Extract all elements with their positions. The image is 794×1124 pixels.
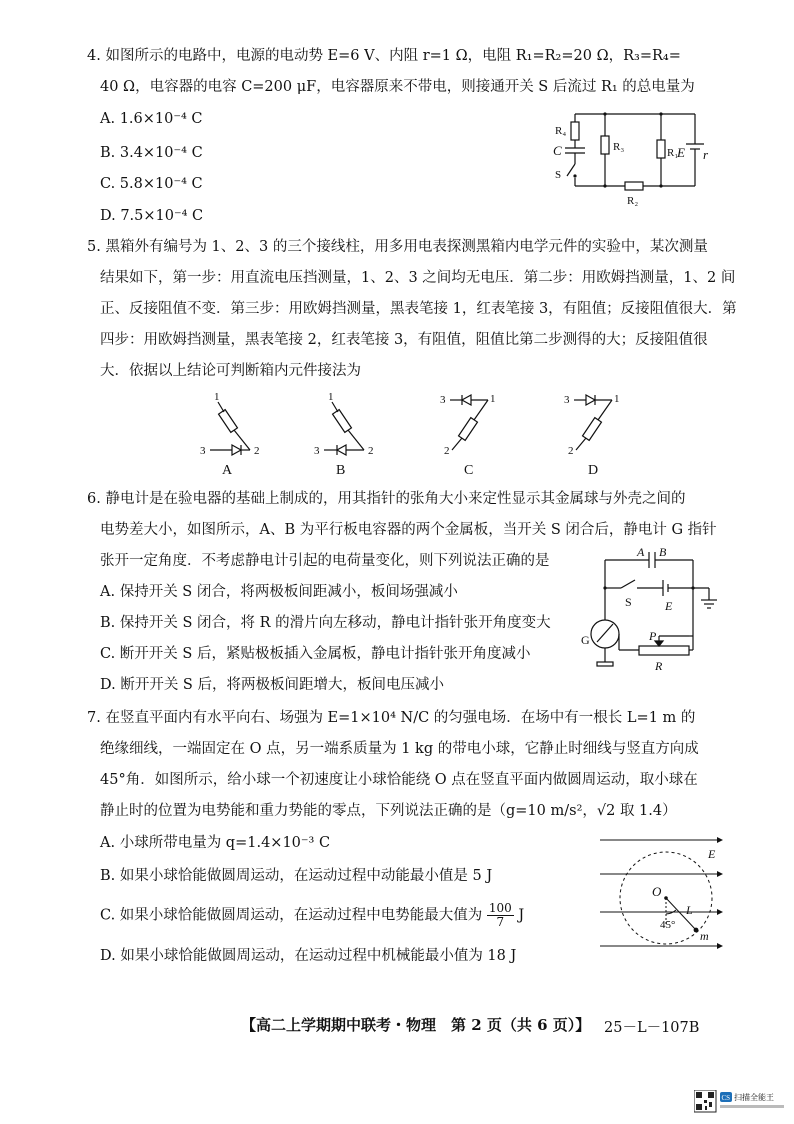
q4-label-r4: R₄ <box>555 125 567 137</box>
q7-label-e: E <box>708 847 716 861</box>
q5-stem-line3: 正、反接阻值不变．第三步：用欧姆挡测量，黑表笔接 1，红表笔接 3，有阻值；反接阻值很大．第 <box>100 301 737 317</box>
q7-stem-line4: 静止时的位置为电势能和重力势能的零点，下列说法正确的是（g=10 m/s²，√2 取 1.4） <box>100 803 677 819</box>
svg-text:3: 3 <box>200 445 206 457</box>
q7-ball <box>694 928 699 933</box>
q5-option-label-b: B <box>336 463 346 478</box>
svg-text:1: 1 <box>490 393 496 405</box>
q7-option-b: B. 如果小球恰能做圆周运动，在运动过程中动能最小值是 5 J <box>100 868 493 884</box>
q5-stem-line2: 结果如下，第一步：用直流电压挡测量，1、2、3 之间均无电压．第二步：用欧姆挡测量，1、2 间 <box>100 270 736 286</box>
q6-option-a: A. 保持开关 S 闭合，将两极板间距减小，板间场强减小 <box>100 584 458 600</box>
q4-switch-s <box>567 164 575 176</box>
q5-option-label-d: D <box>588 463 599 478</box>
q4-circuit-diagram <box>545 104 725 212</box>
q6-label-r: R <box>655 659 663 673</box>
q4-resistor-r3 <box>601 136 609 154</box>
q4-label-e: E <box>677 145 685 160</box>
q4-label-r: r <box>703 147 709 162</box>
q7-stem-line2: 绝缘细线，一端固定在 O 点，另一端系质量为 1 kg 的带电小球，它静止时细线与竖直方向成 <box>100 741 699 757</box>
scanner-logo-icon: CS <box>721 1094 731 1102</box>
q6-label-a: A <box>637 545 645 559</box>
q7-option-c-denominator: 7 <box>496 915 505 929</box>
q6-stem-line2: 电势差大小，如图所示，A、B 为平行板电容器的两个金属板，当开关 S 闭合后，静电计 G 指针 <box>100 522 717 538</box>
q6-stem-line3: 张开一定角度．不考虑静电计引起的电荷量变化，则下列说法正确的是 <box>100 553 550 569</box>
q6-option-c: C. 断开开关 S 后，紧贴极板插入金属板，静电计指针张开角度减小 <box>100 646 531 662</box>
q5-option-label-a: A <box>222 463 233 478</box>
q7-option-c <box>100 902 524 929</box>
paper-code: 25－L－107B <box>604 1020 700 1036</box>
q6-option-d: D. 断开开关 S 后，将两极板间距增大，板间电压减小 <box>100 677 444 693</box>
q4-option-d: D. 7.5×10⁻⁴ C <box>100 208 204 224</box>
q4-stem-line1: 4. 如图所示的电路中，电源的电动势 E=6 V、内阻 r=1 Ω，电阻 R₁=R₂=20 Ω，R₃=R₄= <box>87 48 681 64</box>
q4-resistor-r1 <box>657 140 665 158</box>
q4-option-c: C. 5.8×10⁻⁴ C <box>100 176 203 192</box>
q7-option-c-unit: J <box>518 907 525 924</box>
q5-stem-line1: 5. 黑箱外有编号为 1、2、3 的三个接线柱，用多用电表探测黑箱内电学元件的实验中，某次测量 <box>87 239 708 255</box>
q5-stem-line5: 大．依据以上结论可判断箱内元件接法为 <box>100 363 361 379</box>
q5-stem-line4: 四步：用欧姆挡测量，黑表笔接 2，红表笔接 3，有阻值，阻值比第二步测得的大；反接阻值很 <box>100 332 708 348</box>
q6-rheostat-r <box>639 646 689 655</box>
svg-text:2: 2 <box>568 445 574 457</box>
q6-stem-line1: 6. 静电计是在验电器的基础上制成的，用其指针的张角大小来定性显示其金属球与外壳之间的 <box>87 491 686 507</box>
q5-figure-a <box>196 390 276 480</box>
svg-text:1: 1 <box>614 393 620 405</box>
q7-stem-line1: 7. 在竖直平面内有水平向右、场强为 E=1×10⁴ N/C 的匀强电场．在场中有一根长 L=1 m 的 <box>87 710 696 726</box>
q5-option-label-c: C <box>464 463 474 478</box>
q6-label-b: B <box>659 545 667 559</box>
q4-label-c: C <box>553 143 562 158</box>
svg-text:2: 2 <box>254 445 260 457</box>
q7-pivot-o <box>664 896 668 900</box>
scanner-watermark <box>694 1090 788 1116</box>
svg-text:3: 3 <box>440 394 446 406</box>
svg-text:3: 3 <box>564 394 570 406</box>
q4-option-a: A. 1.6×10⁻⁴ C <box>100 111 203 127</box>
q6-label-p: P <box>649 629 657 643</box>
q4-resistor-r2 <box>625 182 643 190</box>
scanner-label: 扫描全能王 <box>734 1093 774 1102</box>
q6-label-g: G <box>581 633 590 647</box>
q7-option-c-text: C. 如果小球恰能做圆周运动，在运动过程中电势能最大值为 <box>100 907 483 924</box>
svg-text:2: 2 <box>368 445 374 457</box>
q4-label-r2: R₂ <box>627 195 639 207</box>
q7-option-c-fraction <box>487 902 514 929</box>
q4-stem-line2: 40 Ω，电容器的电容 C=200 μF，电容器原来不带电，则接通开关 S 后流过 R₁ 的总电量为 <box>100 79 695 95</box>
q4-label-s: S <box>555 169 562 181</box>
q5-figure-c <box>438 390 518 480</box>
q4-label-r1: R₁ <box>667 147 679 159</box>
q6-option-b: B. 保持开关 S 闭合，将 R 的滑片向左移动，静电计指针张开角度变大 <box>100 615 551 631</box>
q7-label-o: O <box>652 884 662 899</box>
q5-figure-d <box>562 390 642 480</box>
svg-text:3: 3 <box>314 445 320 457</box>
svg-text:2: 2 <box>444 445 450 457</box>
svg-text:1: 1 <box>328 391 334 403</box>
q6-switch-s <box>621 580 635 588</box>
q4-label-r3: R₃ <box>613 141 625 153</box>
q5-figure-b <box>310 390 390 480</box>
q7-option-c-numerator: 100 <box>488 901 512 915</box>
q7-field-diagram <box>596 834 730 952</box>
q7-label-angle: 45° <box>660 919 676 931</box>
q7-option-a: A. 小球所带电量为 q=1.4×10⁻³ C <box>100 835 331 851</box>
q6-circuit-diagram <box>575 544 725 684</box>
qr-code-icon <box>694 1090 788 1116</box>
q4-option-b: B. 3.4×10⁻⁴ C <box>100 145 203 161</box>
q6-label-e: E <box>665 599 673 613</box>
q7-option-d: D. 如果小球恰能做圆周运动，在运动过程中机械能最小值为 18 J <box>100 948 517 964</box>
q6-electrometer-g <box>591 620 619 648</box>
q4-resistor-r4 <box>571 122 579 140</box>
q7-stem-line3: 45°角．如图所示，给小球一个初速度让小球恰能绕 O 点在竖直平面内做圆周运动，取小球在 <box>100 772 698 788</box>
page-footer-title: 【高二上学期期中联考・物理 第 2 页（共 6 页）】 <box>241 1016 591 1034</box>
svg-text:1: 1 <box>214 391 220 403</box>
q6-label-s: S <box>625 595 632 609</box>
q7-label-l: L <box>686 903 693 917</box>
q7-label-m: m <box>700 929 709 943</box>
